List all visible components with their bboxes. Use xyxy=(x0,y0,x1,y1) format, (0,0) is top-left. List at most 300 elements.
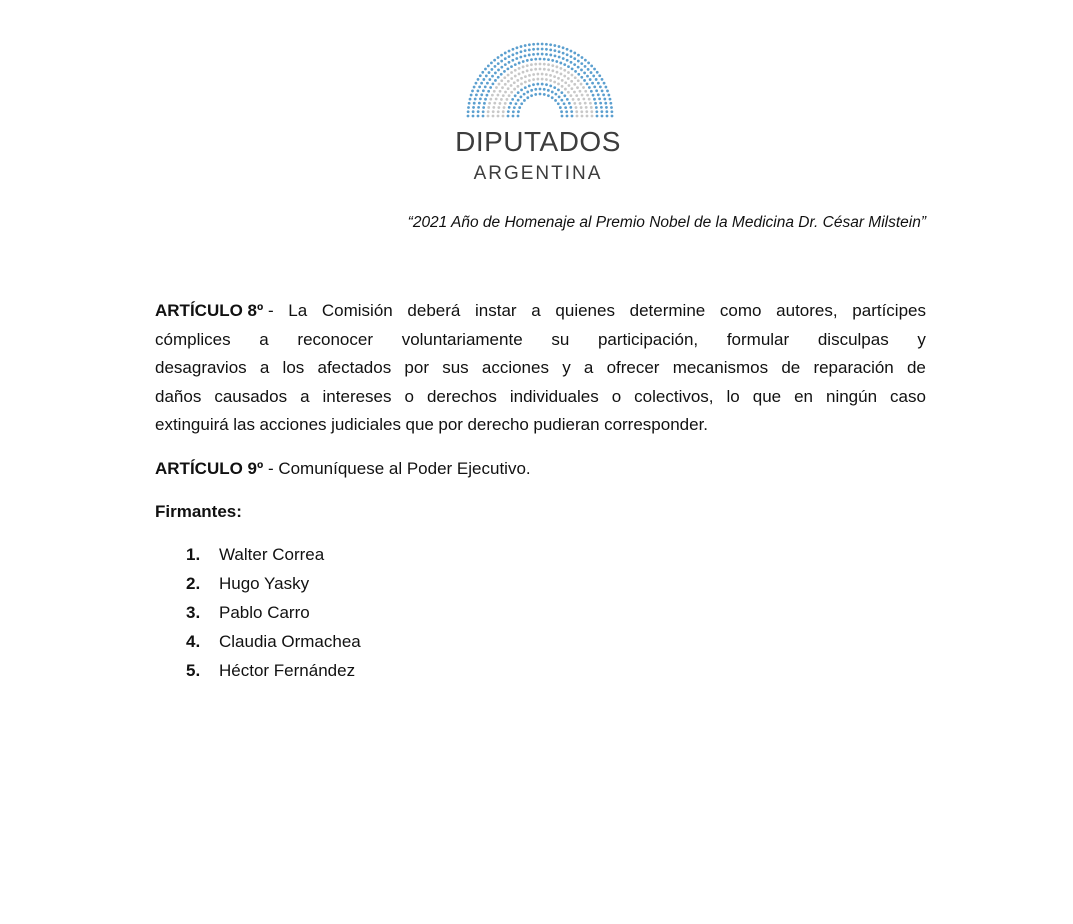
logo-dot xyxy=(563,63,566,66)
logo-dot xyxy=(591,115,594,118)
logo-dot xyxy=(536,83,539,86)
logo-dot xyxy=(494,65,497,68)
logo-dot xyxy=(470,94,473,97)
logo-dot xyxy=(484,68,487,71)
logo-dot xyxy=(508,61,511,64)
logo-dot xyxy=(545,48,548,51)
logo-dot xyxy=(570,94,573,97)
logo-dot xyxy=(532,43,535,46)
logo-dot xyxy=(539,93,542,96)
logo-dot xyxy=(547,89,550,92)
logo-dot xyxy=(508,55,511,58)
logo-dot xyxy=(564,88,567,91)
logo-dot xyxy=(494,79,497,82)
logo-dot xyxy=(520,96,523,99)
article-8-label: ARTÍCULO 8º xyxy=(155,301,264,320)
logo-dot xyxy=(518,62,521,65)
logo-dot xyxy=(492,110,495,113)
logo-dot xyxy=(558,45,561,48)
logo-dot xyxy=(584,59,587,62)
logo-dot xyxy=(565,110,568,113)
logo-dot xyxy=(504,57,507,60)
article-9-text: - Comuníquese al Poder Ejecutivo. xyxy=(263,459,531,478)
article-8-line: ARTÍCULO 8º - La Comisión deberá instar a quienes determine como autores, partícipes xyxy=(155,301,926,320)
logo-dot xyxy=(549,74,552,77)
logo-dot xyxy=(507,115,510,118)
logo-dot xyxy=(499,102,502,105)
logo-dot xyxy=(582,98,585,101)
logo-dot xyxy=(586,82,589,85)
logo-dot xyxy=(573,63,576,66)
logo-dot xyxy=(558,96,561,99)
logo-dot xyxy=(559,62,562,65)
logo-dot xyxy=(557,102,560,105)
logo-dot xyxy=(481,71,484,74)
article-9-label: ARTÍCULO 9º xyxy=(155,459,264,478)
logo-dot xyxy=(577,60,580,63)
logo-subtitle: ARGENTINA xyxy=(473,163,603,184)
logo-dot xyxy=(492,82,495,85)
logo-dot xyxy=(488,102,491,105)
logo-dot xyxy=(567,77,570,80)
logo-dot xyxy=(566,59,569,62)
logo-dot xyxy=(606,90,609,93)
logo-dot xyxy=(534,68,537,71)
logo-dot xyxy=(507,110,510,113)
logo-dot xyxy=(566,48,569,51)
logo-dot xyxy=(532,48,535,51)
logo-dot xyxy=(558,50,561,53)
logo-dot xyxy=(554,99,557,102)
logo-dot xyxy=(482,89,485,92)
logo-dot xyxy=(547,68,550,71)
logo-dot xyxy=(563,102,566,105)
logo-dot xyxy=(477,78,480,81)
logo-dot xyxy=(506,68,509,71)
logo-dot xyxy=(602,93,605,96)
logo-dot xyxy=(579,102,582,105)
logo-dot xyxy=(526,69,529,72)
logo-dot xyxy=(585,110,588,113)
logo-dot xyxy=(520,88,523,91)
logo-dot xyxy=(487,90,490,93)
logo-dot xyxy=(580,76,583,79)
logo-dot xyxy=(551,69,554,72)
logo-dot xyxy=(476,89,479,92)
logo-dot xyxy=(576,86,579,89)
logo-dot xyxy=(581,94,584,97)
logo-dot xyxy=(532,73,535,76)
logo-dot xyxy=(598,98,601,101)
logo-dot xyxy=(522,65,525,68)
signer-item xyxy=(186,599,361,628)
logo-dot xyxy=(534,63,537,66)
logo-dot xyxy=(586,115,589,118)
logo-dot xyxy=(588,98,591,101)
logo-dot xyxy=(553,86,556,89)
logo-dot xyxy=(504,102,507,105)
logo-dot xyxy=(600,110,603,113)
signer-number: 4. xyxy=(186,632,201,651)
logo-dot xyxy=(577,73,580,76)
logo-dot xyxy=(601,89,604,92)
logo-dot xyxy=(539,88,542,91)
signer-name: Hugo Yasky xyxy=(219,574,310,593)
logo-dot xyxy=(583,79,586,82)
logo-dot xyxy=(519,56,522,59)
logo-dot xyxy=(468,102,471,105)
logo-dot xyxy=(513,81,516,84)
logo-dot xyxy=(517,91,520,94)
logo-dot xyxy=(597,93,600,96)
logo-dot xyxy=(467,106,470,109)
article-8-line: cómplices a reconocer voluntariamente su participación, formular disculpas y xyxy=(155,329,926,349)
signer-item xyxy=(186,657,361,686)
logo-dot xyxy=(545,43,548,46)
logo-dot xyxy=(524,44,527,47)
logo-title: DIPUTADOS xyxy=(455,126,621,157)
logo-dot xyxy=(595,106,598,109)
article-9 xyxy=(155,455,531,483)
logo-dot xyxy=(575,106,578,109)
logo-dot xyxy=(547,63,550,66)
logo-dot xyxy=(580,69,583,72)
logo-dot xyxy=(586,94,589,97)
logo-dot xyxy=(558,56,561,59)
logo-dot xyxy=(489,86,492,89)
logo-dot xyxy=(502,110,505,113)
logo-dot xyxy=(572,98,575,101)
logo-dot xyxy=(571,115,574,118)
logo-dot xyxy=(534,58,537,61)
logo-dot xyxy=(592,75,595,78)
logo-dot xyxy=(592,94,595,97)
logo-dot xyxy=(545,83,548,86)
logo-dot xyxy=(603,98,606,101)
logo-dot xyxy=(528,79,531,82)
logo-dot xyxy=(517,85,520,88)
logo-dot xyxy=(514,75,517,78)
logo-dot xyxy=(547,58,550,61)
logo-dot xyxy=(549,48,552,51)
signer-name: Pablo Carro xyxy=(219,603,310,622)
logo-dot xyxy=(503,76,506,79)
logo-dot xyxy=(511,59,514,62)
logo-dot xyxy=(526,59,529,62)
logo-dot xyxy=(523,93,526,96)
logo-dot xyxy=(541,73,544,76)
logo-dot xyxy=(573,91,576,94)
logo-dot xyxy=(530,94,533,97)
logo-dot xyxy=(568,84,571,87)
logo-dot xyxy=(477,110,480,113)
logo-dot xyxy=(493,90,496,93)
logo-dot xyxy=(530,58,533,61)
logo-dot xyxy=(520,102,523,105)
logo-dot xyxy=(562,46,565,49)
logo-dot xyxy=(603,82,606,85)
logo-dot xyxy=(511,98,514,101)
logo-dot xyxy=(497,62,500,65)
logo-dot xyxy=(489,98,492,101)
logo-dot xyxy=(518,73,521,76)
logo-dot xyxy=(570,87,573,90)
logo-dot xyxy=(516,46,519,49)
logo-dot xyxy=(563,75,566,78)
logo-dot xyxy=(570,61,573,64)
logo-dot xyxy=(595,110,598,113)
logo-dot xyxy=(594,102,597,105)
logo-dot xyxy=(577,66,580,69)
logo-dot xyxy=(601,78,604,81)
logo-dot xyxy=(563,94,566,97)
logo-dot xyxy=(532,53,535,56)
logo-dot xyxy=(593,68,596,71)
logo-dot xyxy=(545,78,548,81)
logo-dot xyxy=(575,94,578,97)
logo-dot xyxy=(564,106,567,109)
logo-dot xyxy=(485,75,488,78)
logo-dot xyxy=(515,57,518,60)
signer-number: 5. xyxy=(186,661,201,680)
logo-dot xyxy=(488,78,491,81)
logo-dot xyxy=(576,115,579,118)
logo-dot xyxy=(487,110,490,113)
signers-list xyxy=(186,541,361,686)
logo-dot xyxy=(554,93,557,96)
signer-number: 1. xyxy=(186,545,201,564)
logo-dot xyxy=(499,90,502,93)
logo-dot xyxy=(588,86,591,89)
logo-dot xyxy=(471,90,474,93)
logo-dot xyxy=(497,94,500,97)
logo-dot xyxy=(514,69,517,72)
logo-dot xyxy=(577,79,580,82)
signer-item xyxy=(186,570,361,599)
logo-dot xyxy=(581,56,584,59)
logo-dot xyxy=(530,89,533,92)
logo-dot xyxy=(609,102,612,105)
logo-dot xyxy=(541,48,544,51)
logo-dot xyxy=(564,81,567,84)
logo-dot xyxy=(487,115,490,118)
logo-dot xyxy=(555,60,558,63)
logo-dot xyxy=(551,91,554,94)
logo-dot xyxy=(543,63,546,66)
logo-dot xyxy=(596,115,599,118)
logo-dot xyxy=(599,102,602,105)
logo-dot xyxy=(504,91,507,94)
logo-dot xyxy=(567,71,570,74)
logo-dot xyxy=(504,52,507,55)
logo-dot xyxy=(522,71,525,74)
diputados-logo-icon xyxy=(460,40,620,120)
logo-dot xyxy=(497,76,500,79)
logo-dot xyxy=(515,102,518,105)
logo-dot xyxy=(510,91,513,94)
logo-dot xyxy=(474,98,477,101)
logo-dot xyxy=(590,90,593,93)
logo-dot xyxy=(517,115,520,118)
logo-dot xyxy=(508,94,511,97)
logo-dot xyxy=(508,106,511,109)
logo-dot xyxy=(520,83,523,86)
logo-dot xyxy=(551,64,554,67)
logo-dot xyxy=(467,115,470,118)
logo-dot xyxy=(580,62,583,65)
logo-dot xyxy=(500,73,503,76)
logo-dot xyxy=(569,106,572,109)
logo-dot xyxy=(528,74,531,77)
logo-dot xyxy=(560,110,563,113)
year-motto: “2021 Año de Homenaje al Premio Nobel de la Medicina Dr. César Milstein” xyxy=(407,214,926,231)
logo-dot xyxy=(484,98,487,101)
logo-dot xyxy=(599,86,602,89)
logo-dot xyxy=(543,88,546,91)
logo-dot xyxy=(575,110,578,113)
logo-dot xyxy=(524,49,527,52)
logo-dot xyxy=(574,70,577,73)
logo-dot xyxy=(573,52,576,55)
logo-dot xyxy=(587,61,590,64)
logo-dot xyxy=(518,106,521,109)
logo-dot xyxy=(611,115,614,118)
logo-dot xyxy=(606,115,609,118)
logo-dot xyxy=(513,88,516,91)
logo-dot xyxy=(605,110,608,113)
logo-dot xyxy=(504,63,507,66)
logo-dot xyxy=(571,74,574,77)
logo-dot xyxy=(487,64,490,67)
article-8-line: daños causados a intereses o derechos individuales o colectivos, lo que en ningún caso xyxy=(155,386,926,406)
logo-dot xyxy=(506,98,509,101)
logo-dot xyxy=(500,98,503,101)
logo-dot xyxy=(536,48,539,51)
logo-dot xyxy=(585,106,588,109)
logo-dot xyxy=(511,53,514,56)
logo-dot xyxy=(500,60,503,63)
logo-dot xyxy=(482,106,485,109)
logo-dot xyxy=(534,88,537,91)
logo-dot xyxy=(532,83,535,86)
logo-dot xyxy=(560,91,563,94)
logo-dot xyxy=(495,98,498,101)
logo-dot xyxy=(568,102,571,105)
logo-dot xyxy=(549,54,552,57)
logo-dot xyxy=(473,86,476,89)
logo-dot xyxy=(510,77,513,80)
logo-dot xyxy=(597,82,600,85)
article-8-line: extinguirá las acciones judiciales que por derecho pudieran corresponder. xyxy=(155,415,709,435)
logo-dot xyxy=(593,98,596,101)
logo-dot xyxy=(510,84,513,87)
logo-dot xyxy=(520,77,523,80)
logo-dot xyxy=(609,98,612,101)
logo-dot xyxy=(571,68,574,71)
logo-dot xyxy=(495,86,498,89)
logo-dot xyxy=(493,59,496,62)
article-8 xyxy=(155,297,926,440)
logo-dot xyxy=(526,96,529,99)
logo-dot xyxy=(482,110,485,113)
logo-dot xyxy=(536,73,539,76)
logo-dot xyxy=(582,86,585,89)
logo-dot xyxy=(502,115,505,118)
logo-dot xyxy=(520,50,523,53)
logo-dot xyxy=(554,49,557,52)
logo-dot xyxy=(553,75,556,78)
logo-dot xyxy=(543,68,546,71)
logo-dot xyxy=(580,83,583,86)
logo-dot xyxy=(541,43,544,46)
logo-dot xyxy=(604,86,607,89)
logo-dot xyxy=(513,106,516,109)
logo-dot xyxy=(573,57,576,60)
logo-dot xyxy=(577,98,580,101)
logo-dot xyxy=(526,91,529,94)
logo-dot xyxy=(560,73,563,76)
logo-dot xyxy=(557,83,560,86)
logo-dot xyxy=(477,106,480,109)
logo-dot xyxy=(566,98,569,101)
logo-dot xyxy=(479,74,482,77)
logo-dot xyxy=(482,115,485,118)
logo-dot xyxy=(579,90,582,93)
logo-dot xyxy=(515,52,518,55)
logo-dot xyxy=(589,102,592,105)
logo-dot xyxy=(549,84,552,87)
logo-dot xyxy=(596,71,599,74)
logo-dot xyxy=(492,106,495,109)
logo-dot xyxy=(524,75,527,78)
logo-dot xyxy=(541,83,544,86)
logo-dot xyxy=(497,110,500,113)
logo-dot xyxy=(490,68,493,71)
logo-dot xyxy=(551,59,554,62)
logo-dot xyxy=(532,78,535,81)
logo-dot xyxy=(590,71,593,74)
logo-dot xyxy=(480,93,483,96)
logo-dot xyxy=(561,85,564,88)
logo-dot xyxy=(580,110,583,113)
logo-dot xyxy=(562,57,565,60)
logo-dot xyxy=(512,48,515,51)
logo-dot xyxy=(475,93,478,96)
signer-number: 2. xyxy=(186,574,201,593)
signer-number: 3. xyxy=(186,603,201,622)
logo-dot xyxy=(562,52,565,55)
logo-dot xyxy=(590,64,593,67)
logo-dot xyxy=(500,54,503,57)
logo-dot xyxy=(590,110,593,113)
logo-dot xyxy=(486,94,489,97)
logo-dot xyxy=(567,91,570,94)
logo-dot xyxy=(528,43,531,46)
logo-dot xyxy=(559,106,562,109)
logo-dot xyxy=(517,110,520,113)
logo-dot xyxy=(595,78,598,81)
signer-name: Héctor Fernández xyxy=(219,661,356,680)
logo-dot xyxy=(478,102,481,105)
logo-dot xyxy=(598,74,601,77)
logo-dot xyxy=(500,66,503,69)
logo-dot xyxy=(541,78,544,81)
logo-dot xyxy=(501,86,504,89)
logo-dot xyxy=(553,44,556,47)
logo-dot xyxy=(570,80,573,83)
logo-dot xyxy=(539,58,542,61)
logo-dot xyxy=(591,82,594,85)
